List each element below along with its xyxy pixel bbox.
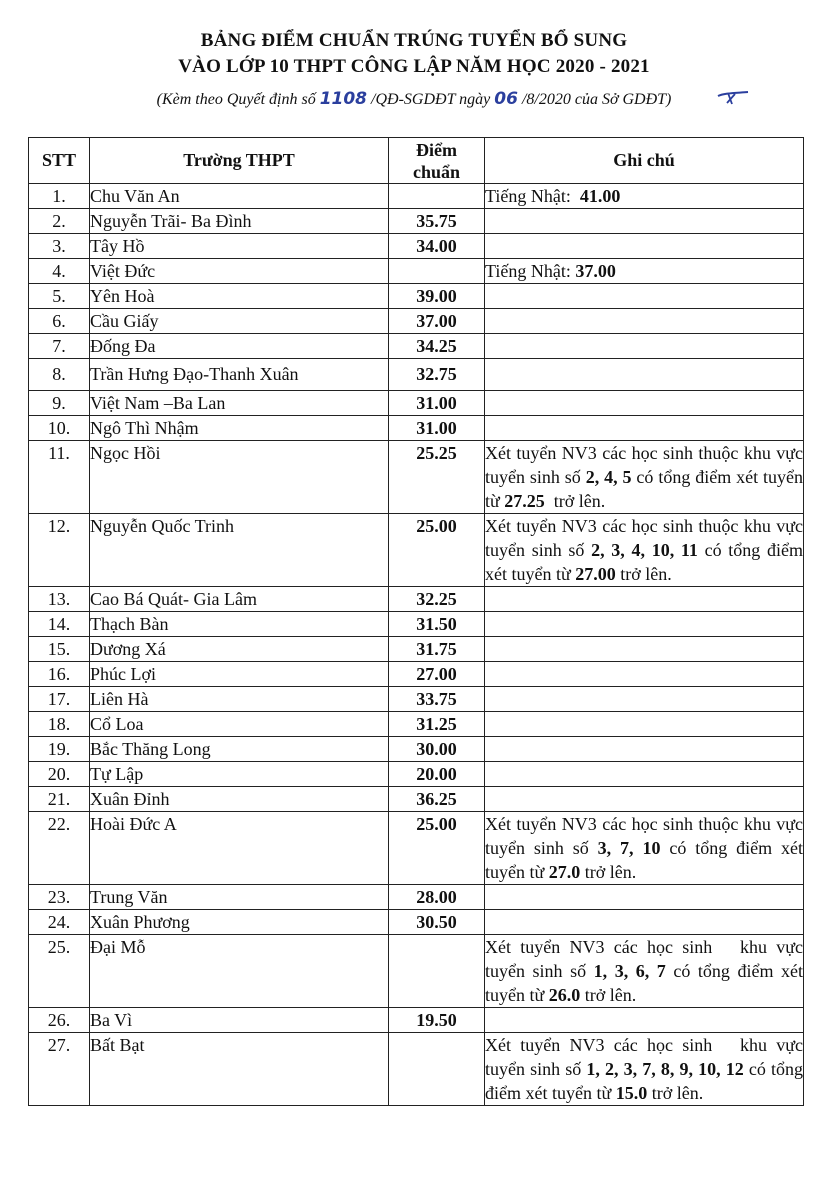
table-row bbox=[29, 209, 804, 234]
cell-score bbox=[389, 935, 485, 1008]
cell-note bbox=[485, 712, 804, 737]
table-row bbox=[29, 1033, 804, 1106]
cell-stt: 1. bbox=[29, 184, 90, 209]
cell-score: 31.00 bbox=[389, 416, 485, 441]
table-row bbox=[29, 787, 804, 812]
cell-score: 34.25 bbox=[389, 334, 485, 359]
handwritten-decision-day: 06 bbox=[494, 89, 518, 109]
cell-stt: 5. bbox=[29, 284, 90, 309]
cell-school: Cầu Giấy bbox=[90, 309, 389, 334]
cell-stt: 17. bbox=[29, 687, 90, 712]
cutoff-score-table bbox=[28, 137, 808, 1106]
table-row bbox=[29, 441, 804, 514]
cell-score: 25.00 bbox=[389, 812, 485, 885]
cell-stt: 25. bbox=[29, 935, 90, 1008]
cell-school: Chu Văn An bbox=[90, 184, 389, 209]
cell-stt: 12. bbox=[29, 514, 90, 587]
cell-school: Ba Vì bbox=[90, 1008, 389, 1033]
cell-score: 32.75 bbox=[389, 359, 485, 391]
cell-score bbox=[389, 259, 485, 284]
document-title-line1: BẢNG ĐIỂM CHUẨN TRÚNG TUYỂN BỔ SUNG bbox=[200, 30, 628, 51]
cell-note bbox=[485, 935, 808, 1008]
cell-note bbox=[485, 1033, 808, 1106]
cell-note bbox=[485, 416, 804, 441]
note-text: trở lên. bbox=[647, 1083, 704, 1103]
note-value: 27.0 bbox=[548, 862, 581, 882]
note-text: trở lên. bbox=[580, 862, 637, 882]
document-title-line2: VÀO LỚP 10 THPT CÔNG LẬP NĂM HỌC 2020 - 2021 bbox=[178, 56, 650, 77]
cell-stt: 27. bbox=[29, 1033, 90, 1106]
cell-note bbox=[485, 284, 804, 309]
note-text: trở lên. bbox=[544, 491, 606, 511]
table-row bbox=[29, 687, 804, 712]
table-row bbox=[29, 587, 804, 612]
cell-stt: 21. bbox=[29, 787, 90, 812]
table-row bbox=[29, 359, 804, 391]
note-text: Xét tuyển NV3 các học sinh thuộc khu vực tuyển sinh số bbox=[485, 516, 808, 560]
cell-score: 20.00 bbox=[389, 762, 485, 787]
cell-school: Ngọc Hồi bbox=[90, 441, 389, 514]
table-row bbox=[29, 391, 804, 416]
note-value: 1, 3, 6, 7 bbox=[593, 961, 666, 981]
cell-note bbox=[485, 259, 804, 284]
table-row bbox=[29, 910, 804, 935]
note-text: trở lên. bbox=[615, 564, 672, 584]
header-score-line1: Điểm bbox=[416, 139, 457, 160]
cell-stt: 7. bbox=[29, 334, 90, 359]
table-row bbox=[29, 284, 804, 309]
cell-score: 33.75 bbox=[389, 687, 485, 712]
cell-score bbox=[389, 1033, 485, 1106]
note-value: 37.00 bbox=[575, 261, 616, 281]
table-row bbox=[29, 662, 804, 687]
cell-score: 32.25 bbox=[389, 587, 485, 612]
note-text: có tổng điểm xét tuyển từ bbox=[485, 1059, 808, 1103]
note-value: 26.0 bbox=[548, 985, 581, 1005]
cell-school: Nguyễn Trãi- Ba Đình bbox=[90, 209, 389, 234]
cell-stt: 9. bbox=[29, 391, 90, 416]
table-row bbox=[29, 762, 804, 787]
table-row bbox=[29, 935, 804, 1008]
note-value: 3, 7, 10 bbox=[597, 838, 661, 858]
cell-school: Tự Lập bbox=[90, 762, 389, 787]
table-row bbox=[29, 416, 804, 441]
cell-score: 37.00 bbox=[389, 309, 485, 334]
cell-note bbox=[485, 514, 808, 587]
cell-note bbox=[485, 737, 804, 762]
cell-school: Dương Xá bbox=[90, 637, 389, 662]
table-row bbox=[29, 514, 804, 587]
table-row bbox=[29, 234, 804, 259]
cell-stt: 19. bbox=[29, 737, 90, 762]
cell-school: Đại Mỗ bbox=[90, 935, 389, 1008]
cell-note bbox=[485, 441, 808, 514]
cell-school: Ngô Thì Nhậm bbox=[90, 416, 389, 441]
cell-note bbox=[485, 787, 804, 812]
cell-score: 35.75 bbox=[389, 209, 485, 234]
header-stt: STT bbox=[29, 138, 90, 184]
cell-stt: 24. bbox=[29, 910, 90, 935]
cell-stt: 23. bbox=[29, 885, 90, 910]
cell-note bbox=[485, 910, 804, 935]
header-school: Trường THPT bbox=[90, 138, 389, 184]
cell-stt: 20. bbox=[29, 762, 90, 787]
table-header-row bbox=[29, 138, 804, 184]
cell-school: Việt Nam –Ba Lan bbox=[90, 391, 389, 416]
cell-note bbox=[485, 812, 808, 885]
cell-note bbox=[485, 612, 804, 637]
cell-school: Phúc Lợi bbox=[90, 662, 389, 687]
note-text: có tổng điểm xét tuyển từ bbox=[485, 838, 808, 882]
handwritten-check-mark-icon bbox=[716, 90, 750, 106]
cell-school: Trung Văn bbox=[90, 885, 389, 910]
note-text: có tổng điểm xét tuyển từ bbox=[485, 540, 808, 584]
cell-stt: 18. bbox=[29, 712, 90, 737]
cell-score: 31.75 bbox=[389, 637, 485, 662]
cell-note bbox=[485, 209, 804, 234]
cell-note bbox=[485, 391, 804, 416]
cell-school: Việt Đức bbox=[90, 259, 389, 284]
note-value: 41.00 bbox=[579, 186, 621, 206]
cell-score: 39.00 bbox=[389, 284, 485, 309]
cell-note bbox=[485, 359, 804, 391]
cell-school: Cao Bá Quát- Gia Lâm bbox=[90, 587, 389, 612]
table-row bbox=[29, 259, 804, 284]
cell-score: 27.00 bbox=[389, 662, 485, 687]
cell-note bbox=[485, 587, 804, 612]
document-subtitle bbox=[0, 89, 828, 109]
cell-score bbox=[389, 184, 485, 209]
cell-school: Yên Hoà bbox=[90, 284, 389, 309]
cell-score: 28.00 bbox=[389, 885, 485, 910]
cell-school: Thạch Bàn bbox=[90, 612, 389, 637]
note-text: Xét tuyển NV3 các học sinh thuộc khu vực tuyển sinh số bbox=[485, 443, 808, 487]
cell-school: Nguyễn Quốc Trinh bbox=[90, 514, 389, 587]
cell-stt: 3. bbox=[29, 234, 90, 259]
cell-stt: 16. bbox=[29, 662, 90, 687]
table-row bbox=[29, 637, 804, 662]
table-row bbox=[29, 885, 804, 910]
cell-note bbox=[485, 234, 804, 259]
cell-note bbox=[485, 662, 804, 687]
note-value: 2, 4, 5 bbox=[585, 467, 632, 487]
handwritten-decision-number: 1108 bbox=[319, 89, 368, 109]
cell-school: Bắc Thăng Long bbox=[90, 737, 389, 762]
table-row bbox=[29, 612, 804, 637]
cell-stt: 6. bbox=[29, 309, 90, 334]
table-row bbox=[29, 812, 804, 885]
cell-score: 31.00 bbox=[389, 391, 485, 416]
note-text: Xét tuyển NV3 các học sinh khu vực tuyển sinh số bbox=[485, 937, 808, 981]
note-text: trở lên. bbox=[580, 985, 637, 1005]
cell-note bbox=[485, 184, 804, 209]
note-value: 1, 2, 3, 7, 8, 9, 10, 12 bbox=[586, 1059, 744, 1079]
note-value: 15.0 bbox=[615, 1083, 648, 1103]
subtitle-part3: /8/2020 của Sở GDĐT) bbox=[521, 91, 672, 108]
cell-school: Liên Hà bbox=[90, 687, 389, 712]
cell-score: 34.00 bbox=[389, 234, 485, 259]
note-value: 27.25 bbox=[504, 491, 545, 511]
cell-note bbox=[485, 885, 804, 910]
header-score bbox=[389, 138, 485, 184]
header-note: Ghi chú bbox=[485, 138, 804, 184]
cell-school: Cổ Loa bbox=[90, 712, 389, 737]
cell-score: 30.00 bbox=[389, 737, 485, 762]
cell-score: 19.50 bbox=[389, 1008, 485, 1033]
cell-stt: 8. bbox=[29, 359, 90, 391]
note-text: Xét tuyển NV3 các học sinh thuộc khu vực tuyển sinh số bbox=[485, 814, 808, 858]
table-row bbox=[29, 334, 804, 359]
cell-stt: 4. bbox=[29, 259, 90, 284]
table-row bbox=[29, 184, 804, 209]
subtitle-part1: (Kèm theo Quyết định số bbox=[156, 91, 316, 108]
note-value: 2, 3, 4, 10, 11 bbox=[591, 540, 698, 560]
cell-stt: 22. bbox=[29, 812, 90, 885]
note-text: Xét tuyển NV3 các học sinh khu vực tuyển sinh số bbox=[485, 1035, 808, 1079]
cell-score: 25.00 bbox=[389, 514, 485, 587]
cell-score: 30.50 bbox=[389, 910, 485, 935]
note-value: 27.00 bbox=[575, 564, 616, 584]
note-text: Tiếng Nhật: bbox=[485, 186, 580, 206]
cell-school: Đống Đa bbox=[90, 334, 389, 359]
cell-note bbox=[485, 1008, 804, 1033]
cell-school: Bất Bạt bbox=[90, 1033, 389, 1106]
cell-score: 25.25 bbox=[389, 441, 485, 514]
cell-school: Tây Hồ bbox=[90, 234, 389, 259]
subtitle-part2: /QĐ-SGDĐT ngày bbox=[371, 91, 491, 108]
note-text: Tiếng Nhật: bbox=[485, 261, 576, 281]
header-score-line2: chuẩn bbox=[412, 161, 461, 182]
cell-stt: 26. bbox=[29, 1008, 90, 1033]
cell-note bbox=[485, 762, 804, 787]
cell-stt: 2. bbox=[29, 209, 90, 234]
cell-stt: 14. bbox=[29, 612, 90, 637]
cell-note bbox=[485, 309, 804, 334]
cell-school: Xuân Phương bbox=[90, 910, 389, 935]
cell-score: 31.25 bbox=[389, 712, 485, 737]
cell-note bbox=[485, 637, 804, 662]
note-text: có tổng điểm xét tuyển từ bbox=[485, 467, 808, 511]
cell-score: 31.50 bbox=[389, 612, 485, 637]
cell-stt: 13. bbox=[29, 587, 90, 612]
cell-stt: 10. bbox=[29, 416, 90, 441]
table-row bbox=[29, 712, 804, 737]
cell-stt: 11. bbox=[29, 441, 90, 514]
cell-score: 36.25 bbox=[389, 787, 485, 812]
table-row bbox=[29, 737, 804, 762]
cell-note bbox=[485, 334, 804, 359]
cell-school: Trần Hưng Đạo-Thanh Xuân bbox=[90, 359, 389, 391]
cell-school: Hoài Đức A bbox=[90, 812, 389, 885]
note-text: có tổng điểm xét tuyển từ bbox=[485, 961, 808, 1005]
table-row bbox=[29, 1008, 804, 1033]
cell-school: Xuân Đỉnh bbox=[90, 787, 389, 812]
table-row bbox=[29, 309, 804, 334]
cell-stt: 15. bbox=[29, 637, 90, 662]
cell-note bbox=[485, 687, 804, 712]
